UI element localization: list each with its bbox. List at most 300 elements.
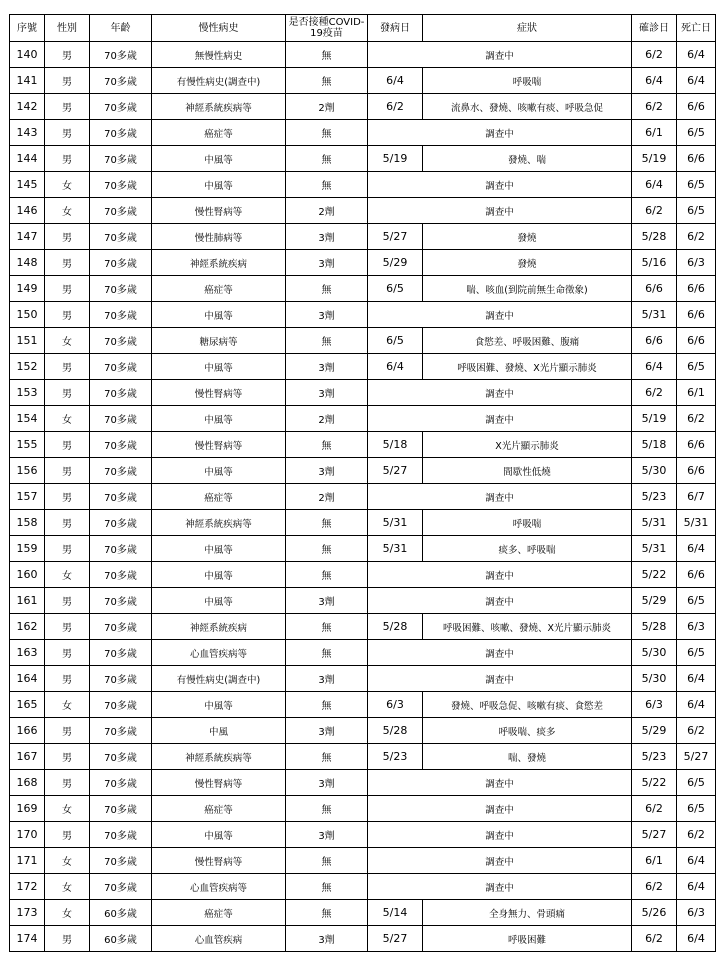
table-row	[10, 172, 716, 198]
symptoms-cell: 調查中	[368, 302, 632, 328]
symptoms-cell: 調查中	[368, 588, 632, 614]
age-cell: 70多歲	[90, 588, 152, 614]
age-cell: 70多歲	[90, 146, 152, 172]
onset-date-cell: 6/3	[368, 692, 423, 718]
sex-cell: 男	[45, 614, 90, 640]
confirm-date-cell: 5/31	[632, 302, 677, 328]
sex-cell: 男	[45, 822, 90, 848]
age-cell: 70多歲	[90, 302, 152, 328]
onset-date-cell: 5/29	[368, 250, 423, 276]
onset-date-cell: 5/14	[368, 900, 423, 926]
chronic-history-cell: 無慢性病史	[152, 42, 286, 68]
symptoms-cell: 調查中	[368, 640, 632, 666]
table-row	[10, 848, 716, 874]
case-number-cell: 153	[10, 380, 45, 406]
onset-date-cell: 6/4	[368, 68, 423, 94]
sex-cell: 男	[45, 120, 90, 146]
symptoms-cell: 喘、咳血(到院前無生命徵象)	[423, 276, 632, 302]
table-row	[10, 822, 716, 848]
table-row	[10, 42, 716, 68]
chronic-history-cell: 慢性肺病等	[152, 224, 286, 250]
header-symptoms: 症狀	[423, 15, 632, 42]
sex-cell: 男	[45, 484, 90, 510]
chronic-history-cell: 神經系統疾病等	[152, 744, 286, 770]
confirm-date-cell: 6/2	[632, 380, 677, 406]
age-cell: 70多歲	[90, 796, 152, 822]
chronic-history-cell: 癌症等	[152, 484, 286, 510]
vaccine-cell: 無	[286, 640, 368, 666]
age-cell: 70多歲	[90, 354, 152, 380]
symptoms-cell: 間歇性低燒	[423, 458, 632, 484]
case-number-cell: 165	[10, 692, 45, 718]
sex-cell: 男	[45, 224, 90, 250]
table-row	[10, 224, 716, 250]
age-cell: 70多歲	[90, 94, 152, 120]
symptoms-cell: 發燒、喘	[423, 146, 632, 172]
case-number-cell: 174	[10, 926, 45, 952]
death-date-cell: 6/4	[677, 666, 716, 692]
sex-cell: 女	[45, 692, 90, 718]
vaccine-cell: 無	[286, 510, 368, 536]
case-number-cell: 162	[10, 614, 45, 640]
symptoms-cell: 全身無力、骨頭痛	[423, 900, 632, 926]
table-row	[10, 198, 716, 224]
vaccine-cell: 2劑	[286, 484, 368, 510]
death-date-cell: 6/4	[677, 692, 716, 718]
chronic-history-cell: 慢性腎病等	[152, 198, 286, 224]
age-cell: 70多歲	[90, 380, 152, 406]
age-cell: 60多歲	[90, 926, 152, 952]
symptoms-cell: 發燒	[423, 224, 632, 250]
death-date-cell: 6/3	[677, 250, 716, 276]
onset-date-cell: 6/5	[368, 328, 423, 354]
chronic-history-cell: 神經系統疾病等	[152, 510, 286, 536]
table-row	[10, 744, 716, 770]
chronic-history-cell: 慢性腎病等	[152, 432, 286, 458]
age-cell: 70多歲	[90, 822, 152, 848]
death-date-cell: 6/6	[677, 328, 716, 354]
confirm-date-cell: 5/29	[632, 588, 677, 614]
sex-cell: 男	[45, 68, 90, 94]
case-number-cell: 156	[10, 458, 45, 484]
death-date-cell: 6/7	[677, 484, 716, 510]
confirm-date-cell: 6/4	[632, 172, 677, 198]
case-number-cell: 169	[10, 796, 45, 822]
age-cell: 70多歲	[90, 484, 152, 510]
age-cell: 70多歲	[90, 770, 152, 796]
vaccine-cell: 2劑	[286, 94, 368, 120]
age-cell: 70多歲	[90, 198, 152, 224]
age-cell: 70多歲	[90, 692, 152, 718]
sex-cell: 男	[45, 510, 90, 536]
death-date-cell: 6/6	[677, 458, 716, 484]
vaccine-cell: 無	[286, 146, 368, 172]
table-row	[10, 640, 716, 666]
symptoms-cell: 呼吸困難、發燒、X光片顯示肺炎	[423, 354, 632, 380]
symptoms-cell: 流鼻水、發燒、咳嗽有痰、呼吸急促	[423, 94, 632, 120]
vaccine-cell: 3劑	[286, 380, 368, 406]
death-date-cell: 5/27	[677, 744, 716, 770]
chronic-history-cell: 神經系統疾病	[152, 614, 286, 640]
case-number-cell: 152	[10, 354, 45, 380]
chronic-history-cell: 有慢性病史(調查中)	[152, 68, 286, 94]
case-number-cell: 141	[10, 68, 45, 94]
death-date-cell: 6/5	[677, 354, 716, 380]
table-row	[10, 276, 716, 302]
case-number-cell: 143	[10, 120, 45, 146]
chronic-history-cell: 中風	[152, 718, 286, 744]
chronic-history-cell: 中風等	[152, 406, 286, 432]
case-number-cell: 145	[10, 172, 45, 198]
age-cell: 70多歲	[90, 510, 152, 536]
symptoms-cell: 食慾差、呼吸困難、腹痛	[423, 328, 632, 354]
sex-cell: 男	[45, 380, 90, 406]
confirm-date-cell: 6/3	[632, 692, 677, 718]
header-death-date: 死亡日	[677, 15, 716, 42]
symptoms-cell: 呼吸喘	[423, 68, 632, 94]
vaccine-cell: 無	[286, 614, 368, 640]
confirm-date-cell: 5/22	[632, 770, 677, 796]
table-row	[10, 510, 716, 536]
confirm-date-cell: 5/28	[632, 224, 677, 250]
vaccine-cell: 3劑	[286, 926, 368, 952]
sex-cell: 男	[45, 640, 90, 666]
symptoms-cell: 調查中	[368, 848, 632, 874]
table-row	[10, 614, 716, 640]
vaccine-cell: 無	[286, 562, 368, 588]
sex-cell: 女	[45, 198, 90, 224]
case-table-container	[9, 14, 716, 952]
confirm-date-cell: 5/27	[632, 822, 677, 848]
sex-cell: 男	[45, 354, 90, 380]
symptoms-cell: 呼吸困難	[423, 926, 632, 952]
death-date-cell: 6/3	[677, 614, 716, 640]
table-row	[10, 432, 716, 458]
header-no: 序號	[10, 15, 45, 42]
confirm-date-cell: 6/2	[632, 42, 677, 68]
confirm-date-cell: 5/16	[632, 250, 677, 276]
death-date-cell: 6/4	[677, 926, 716, 952]
confirm-date-cell: 5/19	[632, 146, 677, 172]
age-cell: 70多歲	[90, 250, 152, 276]
symptoms-cell: 調查中	[368, 42, 632, 68]
age-cell: 70多歲	[90, 614, 152, 640]
death-date-cell: 6/5	[677, 120, 716, 146]
death-date-cell: 6/5	[677, 588, 716, 614]
symptoms-cell: 調查中	[368, 484, 632, 510]
death-date-cell: 6/2	[677, 822, 716, 848]
case-number-cell: 168	[10, 770, 45, 796]
header-vaccine: 是否接種COVID-19疫苗	[286, 15, 368, 42]
death-date-cell: 6/1	[677, 380, 716, 406]
case-number-cell: 146	[10, 198, 45, 224]
table-row	[10, 302, 716, 328]
table-row	[10, 536, 716, 562]
onset-date-cell: 5/18	[368, 432, 423, 458]
header-history: 慢性病史	[152, 15, 286, 42]
sex-cell: 男	[45, 588, 90, 614]
chronic-history-cell: 中風等	[152, 562, 286, 588]
symptoms-cell: 調查中	[368, 406, 632, 432]
age-cell: 70多歲	[90, 68, 152, 94]
death-date-cell: 6/5	[677, 796, 716, 822]
case-number-cell: 160	[10, 562, 45, 588]
case-number-cell: 147	[10, 224, 45, 250]
vaccine-cell: 3劑	[286, 224, 368, 250]
chronic-history-cell: 中風等	[152, 146, 286, 172]
vaccine-cell: 無	[286, 172, 368, 198]
onset-date-cell: 5/31	[368, 536, 423, 562]
age-cell: 60多歲	[90, 900, 152, 926]
symptoms-cell: 調查中	[368, 666, 632, 692]
confirm-date-cell: 5/31	[632, 510, 677, 536]
sex-cell: 男	[45, 458, 90, 484]
case-number-cell: 144	[10, 146, 45, 172]
confirm-date-cell: 6/2	[632, 926, 677, 952]
sex-cell: 男	[45, 432, 90, 458]
vaccine-cell: 無	[286, 120, 368, 146]
table-row	[10, 666, 716, 692]
age-cell: 70多歲	[90, 328, 152, 354]
chronic-history-cell: 癌症等	[152, 120, 286, 146]
confirm-date-cell: 5/30	[632, 458, 677, 484]
sex-cell: 男	[45, 250, 90, 276]
table-row	[10, 120, 716, 146]
confirm-date-cell: 5/28	[632, 614, 677, 640]
death-date-cell: 6/6	[677, 432, 716, 458]
age-cell: 70多歲	[90, 172, 152, 198]
chronic-history-cell: 慢性腎病等	[152, 770, 286, 796]
death-date-cell: 6/6	[677, 276, 716, 302]
chronic-history-cell: 中風等	[152, 588, 286, 614]
chronic-history-cell: 心血管疾病等	[152, 640, 286, 666]
symptoms-cell: 調查中	[368, 874, 632, 900]
sex-cell: 男	[45, 94, 90, 120]
chronic-history-cell: 中風等	[152, 172, 286, 198]
case-number-cell: 142	[10, 94, 45, 120]
death-date-cell: 6/2	[677, 718, 716, 744]
case-number-cell: 150	[10, 302, 45, 328]
death-date-cell: 6/6	[677, 302, 716, 328]
vaccine-cell: 無	[286, 796, 368, 822]
chronic-history-cell: 有慢性病史(調查中)	[152, 666, 286, 692]
chronic-history-cell: 心血管疾病	[152, 926, 286, 952]
sex-cell: 女	[45, 848, 90, 874]
case-number-cell: 151	[10, 328, 45, 354]
sex-cell: 女	[45, 562, 90, 588]
table-row	[10, 94, 716, 120]
case-number-cell: 173	[10, 900, 45, 926]
chronic-history-cell: 中風等	[152, 822, 286, 848]
confirm-date-cell: 5/22	[632, 562, 677, 588]
sex-cell: 男	[45, 302, 90, 328]
symptoms-cell: 呼吸困難、咳嗽、發燒、X光片顯示肺炎	[423, 614, 632, 640]
onset-date-cell: 6/2	[368, 94, 423, 120]
sex-cell: 男	[45, 744, 90, 770]
case-number-cell: 148	[10, 250, 45, 276]
symptoms-cell: 調查中	[368, 380, 632, 406]
onset-date-cell: 5/28	[368, 718, 423, 744]
confirm-date-cell: 5/30	[632, 640, 677, 666]
death-date-cell: 6/5	[677, 770, 716, 796]
chronic-history-cell: 神經系統疾病	[152, 250, 286, 276]
onset-date-cell: 5/27	[368, 926, 423, 952]
death-date-cell: 6/4	[677, 536, 716, 562]
vaccine-cell: 3劑	[286, 302, 368, 328]
table-row	[10, 354, 716, 380]
table-row	[10, 874, 716, 900]
sex-cell: 男	[45, 276, 90, 302]
table-row	[10, 484, 716, 510]
age-cell: 70多歲	[90, 640, 152, 666]
confirm-date-cell: 5/23	[632, 484, 677, 510]
vaccine-cell: 無	[286, 276, 368, 302]
sex-cell: 男	[45, 666, 90, 692]
sex-cell: 女	[45, 172, 90, 198]
vaccine-cell: 無	[286, 68, 368, 94]
symptoms-cell: 呼吸喘	[423, 510, 632, 536]
table-row	[10, 770, 716, 796]
sex-cell: 女	[45, 796, 90, 822]
confirm-date-cell: 6/6	[632, 276, 677, 302]
confirm-date-cell: 5/23	[632, 744, 677, 770]
vaccine-cell: 無	[286, 328, 368, 354]
chronic-history-cell: 神經系統疾病等	[152, 94, 286, 120]
symptoms-cell: 調查中	[368, 796, 632, 822]
sex-cell: 男	[45, 42, 90, 68]
vaccine-cell: 無	[286, 900, 368, 926]
age-cell: 70多歲	[90, 120, 152, 146]
vaccine-cell: 2劑	[286, 406, 368, 432]
case-rows	[10, 42, 716, 952]
symptoms-cell: 調查中	[368, 172, 632, 198]
symptoms-cell: 發燒、呼吸急促、咳嗽有痰、食慾差	[423, 692, 632, 718]
sex-cell: 男	[45, 770, 90, 796]
table-row	[10, 718, 716, 744]
confirm-date-cell: 5/26	[632, 900, 677, 926]
confirm-date-cell: 6/2	[632, 198, 677, 224]
sex-cell: 男	[45, 536, 90, 562]
death-date-cell: 6/4	[677, 68, 716, 94]
symptoms-cell: X光片顯示肺炎	[423, 432, 632, 458]
death-date-cell: 6/5	[677, 198, 716, 224]
age-cell: 70多歲	[90, 848, 152, 874]
symptoms-cell: 喘、發燒	[423, 744, 632, 770]
vaccine-cell: 3劑	[286, 250, 368, 276]
chronic-history-cell: 慢性腎病等	[152, 848, 286, 874]
table-row	[10, 68, 716, 94]
case-number-cell: 158	[10, 510, 45, 536]
header-age: 年齡	[90, 15, 152, 42]
sex-cell: 男	[45, 718, 90, 744]
confirm-date-cell: 6/1	[632, 120, 677, 146]
case-number-cell: 163	[10, 640, 45, 666]
age-cell: 70多歲	[90, 718, 152, 744]
confirm-date-cell: 5/18	[632, 432, 677, 458]
death-date-cell: 6/4	[677, 848, 716, 874]
age-cell: 70多歲	[90, 744, 152, 770]
table-row	[10, 328, 716, 354]
chronic-history-cell: 糖尿病等	[152, 328, 286, 354]
vaccine-cell: 無	[286, 848, 368, 874]
vaccine-cell: 無	[286, 692, 368, 718]
death-date-cell: 5/31	[677, 510, 716, 536]
death-date-cell: 6/2	[677, 224, 716, 250]
onset-date-cell: 6/5	[368, 276, 423, 302]
chronic-history-cell: 心血管疾病等	[152, 874, 286, 900]
table-row	[10, 562, 716, 588]
case-number-cell: 171	[10, 848, 45, 874]
chronic-history-cell: 癌症等	[152, 900, 286, 926]
age-cell: 70多歲	[90, 42, 152, 68]
vaccine-cell: 無	[286, 744, 368, 770]
confirm-date-cell: 5/29	[632, 718, 677, 744]
table-row	[10, 926, 716, 952]
chronic-history-cell: 慢性腎病等	[152, 380, 286, 406]
symptoms-cell: 痰多、呼吸喘	[423, 536, 632, 562]
table-row	[10, 406, 716, 432]
age-cell: 70多歲	[90, 666, 152, 692]
chronic-history-cell: 中風等	[152, 302, 286, 328]
vaccine-cell: 3劑	[286, 458, 368, 484]
case-number-cell: 170	[10, 822, 45, 848]
sex-cell: 女	[45, 328, 90, 354]
confirm-date-cell: 6/4	[632, 68, 677, 94]
case-number-cell: 159	[10, 536, 45, 562]
age-cell: 70多歲	[90, 536, 152, 562]
symptoms-cell: 調查中	[368, 770, 632, 796]
age-cell: 70多歲	[90, 562, 152, 588]
header-confirm-date: 確診日	[632, 15, 677, 42]
age-cell: 70多歲	[90, 874, 152, 900]
onset-date-cell: 5/27	[368, 458, 423, 484]
case-number-cell: 155	[10, 432, 45, 458]
vaccine-cell: 3劑	[286, 588, 368, 614]
confirm-date-cell: 6/2	[632, 796, 677, 822]
age-cell: 70多歲	[90, 432, 152, 458]
onset-date-cell: 5/23	[368, 744, 423, 770]
sex-cell: 男	[45, 926, 90, 952]
case-number-cell: 140	[10, 42, 45, 68]
sex-cell: 女	[45, 406, 90, 432]
chronic-history-cell: 癌症等	[152, 276, 286, 302]
onset-date-cell: 5/19	[368, 146, 423, 172]
onset-date-cell: 5/28	[368, 614, 423, 640]
case-number-cell: 161	[10, 588, 45, 614]
header-sex: 性別	[45, 15, 90, 42]
vaccine-cell: 3劑	[286, 718, 368, 744]
table-row	[10, 380, 716, 406]
header-row	[10, 15, 716, 42]
symptoms-cell: 呼吸喘、痰多	[423, 718, 632, 744]
table-row	[10, 900, 716, 926]
death-date-cell: 6/2	[677, 406, 716, 432]
case-number-cell: 149	[10, 276, 45, 302]
vaccine-cell: 無	[286, 432, 368, 458]
symptoms-cell: 調查中	[368, 822, 632, 848]
case-number-cell: 167	[10, 744, 45, 770]
vaccine-cell: 無	[286, 42, 368, 68]
header-onset: 發病日	[368, 15, 423, 42]
death-date-cell: 6/6	[677, 146, 716, 172]
sex-cell: 男	[45, 146, 90, 172]
vaccine-cell: 2劑	[286, 198, 368, 224]
vaccine-cell: 無	[286, 874, 368, 900]
death-date-cell: 6/6	[677, 94, 716, 120]
sex-cell: 女	[45, 874, 90, 900]
vaccine-cell: 3劑	[286, 770, 368, 796]
case-number-cell: 172	[10, 874, 45, 900]
